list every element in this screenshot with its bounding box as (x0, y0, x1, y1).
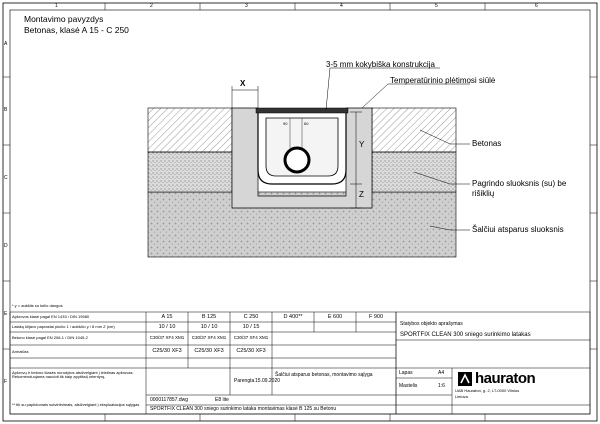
class-c250: C 250 (243, 314, 259, 320)
drawing-title-line2: Betonas, klasė A 15 - C 250 (24, 25, 129, 35)
product-name: SPORTFIX CLEAN 300 sniego surinkimo latakas (400, 332, 531, 338)
col-number-6: 6 (535, 3, 538, 9)
row-label-reinforcement: Armatūra (12, 349, 29, 354)
class-f900: F 900 (368, 314, 384, 320)
scale-label: Mastelis (399, 383, 418, 389)
cell-r1-c2: 10 / 10 (200, 324, 218, 330)
cell-r2-c3: C30/37 XF4 XM1 (233, 335, 269, 340)
doc-size: E8 lite (215, 397, 229, 403)
footnote-2: ** tik su papildomais sutvirtinimais, atsižvelgiant į eksploatacijos sąlygas (12, 402, 140, 407)
base-layer-left (148, 152, 232, 192)
drawn-date: 15.09.2020 (255, 378, 281, 384)
row-label-dimensions: Latakų klijavo paprastai pločio 1 / aukščio y / 8 mm Z (cm) (12, 324, 115, 329)
address-line1: UAB Hauraton, g. 2, LT-0000 Vilnius (455, 388, 520, 393)
cell-r2-c1: C30/37 XF4 XM1 (149, 335, 185, 340)
callout-base-layer: Pagrindo sluoksnis (su) be rišiklių (472, 179, 567, 198)
dim-z-label: Z (359, 190, 364, 199)
pavement-right (372, 108, 456, 152)
class-d400: D 400** (283, 314, 303, 320)
hauraton-logo-mark (458, 372, 472, 386)
col-number-1: 1 (55, 3, 58, 9)
cell-r3-c2: C25/30 XF3 (194, 348, 224, 354)
pavement-left (148, 108, 232, 152)
footnote: * y = aukštis su kelio dangos (12, 303, 63, 308)
row-letter-c: C (4, 175, 8, 181)
cell-r1-c1: 10 / 10 (158, 324, 176, 330)
cell-r1-c3: 10 / 15 (242, 324, 260, 330)
callout-construction: 3-5 mm kokybiška konstrukcija (326, 60, 435, 69)
channel-grating (256, 108, 348, 113)
drain-pipe (285, 148, 309, 172)
dim-inner-2-label: 60 (304, 121, 309, 126)
col-number-2: 2 (150, 3, 153, 9)
doc-number: 0000117857.dwg (150, 397, 188, 403)
row-letter-a: A (4, 41, 8, 47)
drawing-title-line1: Montavimo pavyzdys (24, 14, 104, 24)
cell-r3-c3: C25/30 XF3 (236, 348, 266, 354)
row-letter-d: D (4, 243, 8, 249)
callout-expansion-joint: Temperatūrinio plėtimosi siūlė (390, 76, 496, 85)
dim-inner-1-label: 90 (283, 121, 288, 126)
col-number-4: 4 (340, 3, 343, 9)
row-letter-e: E (4, 311, 8, 317)
dim-x (232, 86, 258, 108)
install-note: Šalčiui atsparus betonas, montavimo sąlyga (275, 372, 373, 378)
callout-concrete: Betonas (472, 139, 502, 148)
format-value: A4 (438, 370, 445, 376)
dim-x-label: X (240, 79, 246, 88)
bottom-line: SPORTFIX CLEAN 300 sniego surinkimo lataka montavimas klasė B 125 su Betonu (150, 406, 337, 412)
note-block: Apkrovų ir betono klasės nurodytos atsižvelgiant į leistinas apkrovas. Rekomenduojama naudoti tik kaip apytikslį orientyrą. (12, 370, 134, 380)
scale-value: 1:6 (438, 383, 445, 389)
col-number-5: 5 (435, 3, 438, 9)
desc-label: Statybos objekto aprašymas (400, 321, 463, 327)
class-b125: B 125 (201, 314, 217, 320)
row-label-concrete-class: Betono klasė pagal EN 206-1 / DIN 1045-2 (12, 335, 88, 340)
format-label: Lapas (399, 370, 413, 376)
brand-name: hauraton (475, 370, 536, 387)
callout-frost-layer: Šalčiui atsparus sluoksnis (472, 225, 564, 234)
class-e600: E 600 (327, 314, 343, 320)
row-letter-f: F (4, 379, 8, 385)
row-label-load-class: Apkrovos klasė pagal EN 1433 / DIN 19580 (12, 314, 90, 319)
class-a15: A 15 (161, 314, 173, 320)
row-letter-b: B (4, 107, 8, 113)
address-line2: Lietuva (455, 394, 468, 399)
drawn-label: Parengta (234, 378, 255, 384)
dim-y-label: Y (359, 140, 365, 149)
col-number-3: 3 (245, 3, 248, 9)
cell-r3-c1: C25/30 XF3 (152, 348, 182, 354)
cell-r2-c2: C30/37 XF4 XM1 (191, 335, 227, 340)
